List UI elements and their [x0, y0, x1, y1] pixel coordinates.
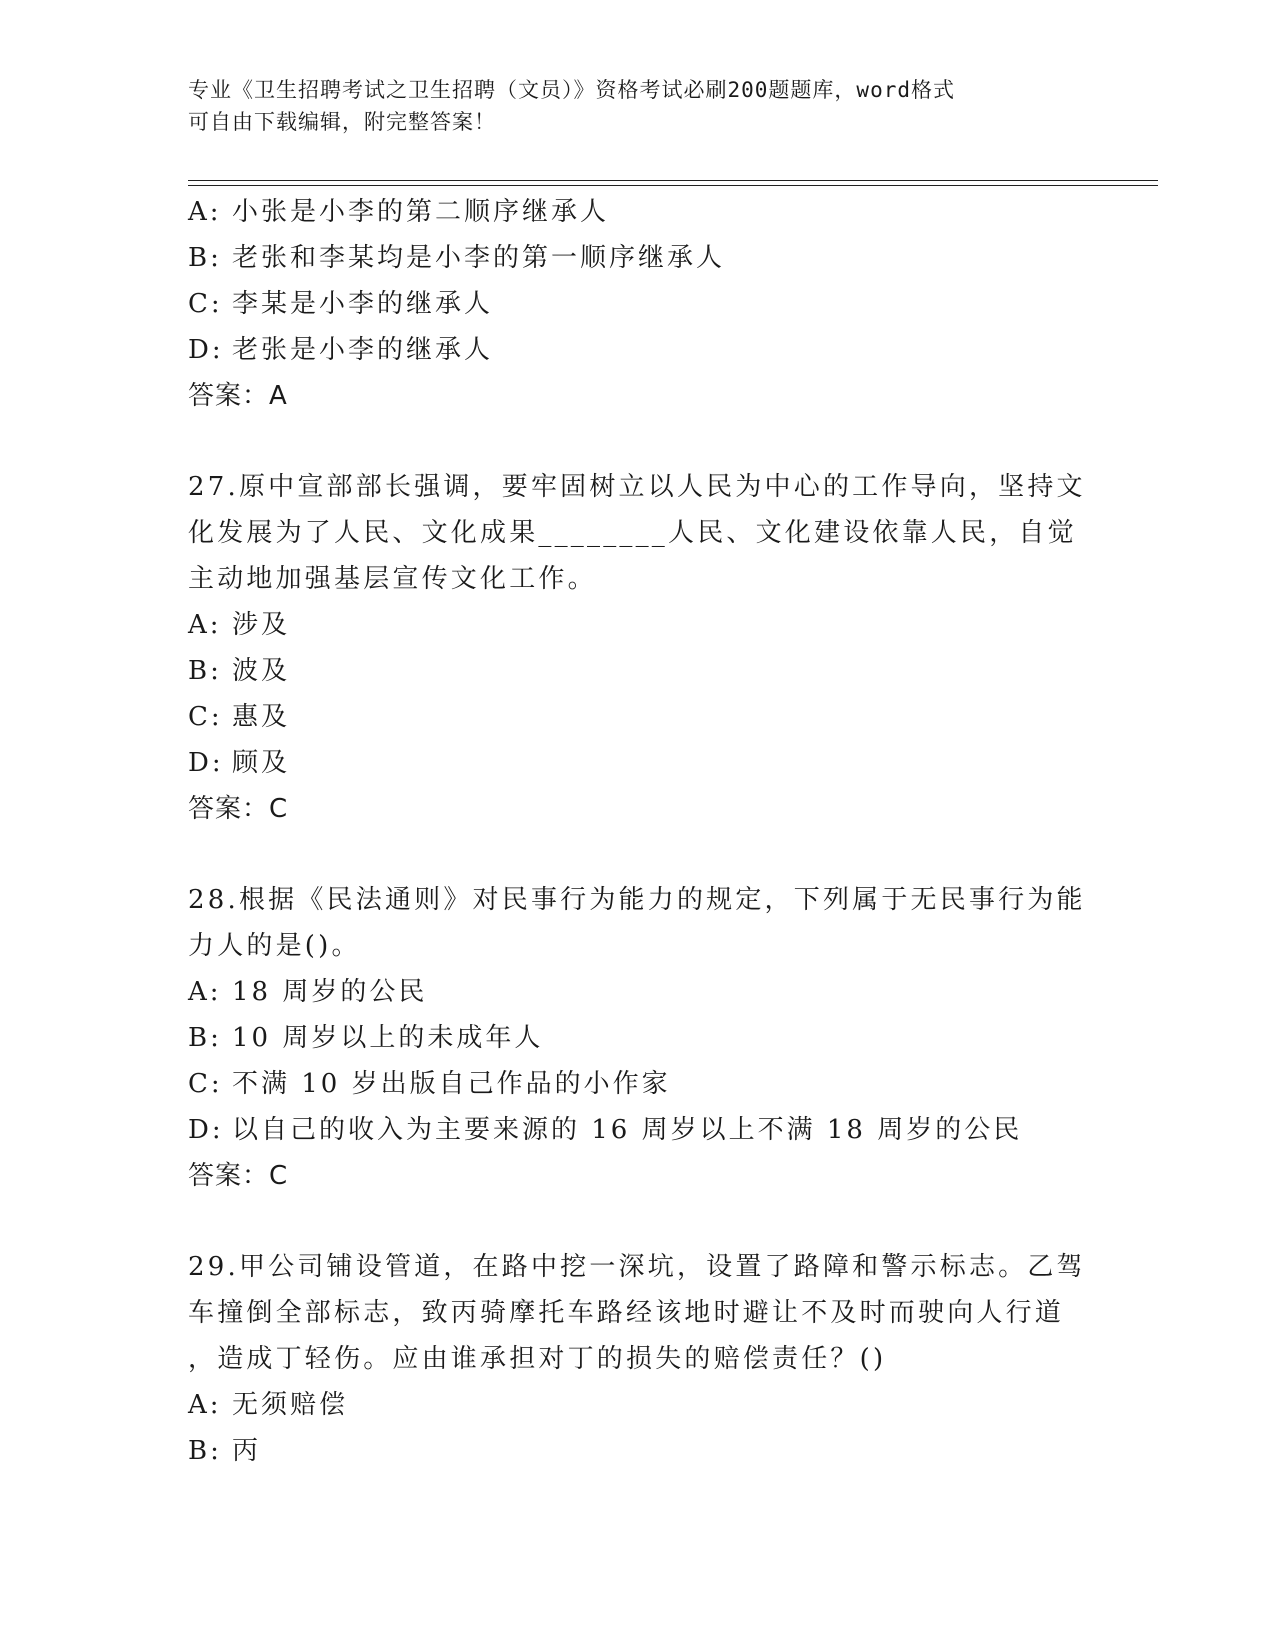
option-text: 涉及	[232, 610, 291, 640]
question-28-text	[188, 877, 1088, 969]
option-text: 以自己的收入为主要来源的 16 周岁以上不满 18 周岁的公民	[232, 1115, 1023, 1145]
option-b	[188, 1428, 1088, 1474]
spacer	[188, 1199, 1088, 1244]
option-text: 小张是小李的第二顺序继承人	[232, 197, 610, 227]
option-text: 10 周岁以上的未成年人	[232, 1023, 544, 1053]
question-27-text	[188, 464, 1088, 602]
option-d	[188, 327, 1088, 373]
option-label: D:	[188, 1115, 224, 1145]
question-content	[188, 189, 1088, 1474]
option-label: C:	[188, 289, 223, 319]
option-c	[188, 281, 1088, 327]
option-a	[188, 189, 1088, 235]
answer-26: 答案：A	[188, 381, 288, 411]
option-label: C:	[188, 702, 223, 732]
question-line: ，造成丁轻伤。应由谁承担对丁的损失的赔偿责任？()	[188, 1344, 887, 1374]
option-text: 李某是小李的继承人	[232, 289, 494, 319]
spacer	[188, 832, 1088, 877]
option-text: 不满 10 岁出版自己作品的小作家	[232, 1069, 671, 1099]
option-label: C:	[188, 1069, 223, 1099]
option-label: B:	[188, 1023, 222, 1053]
answer-28: 答案：C	[188, 1161, 289, 1191]
header-divider-top	[188, 180, 1158, 181]
option-a	[188, 1382, 1088, 1428]
option-b	[188, 1015, 1088, 1061]
option-text: 波及	[232, 656, 291, 686]
option-a	[188, 602, 1088, 648]
option-b	[188, 648, 1088, 694]
option-d	[188, 740, 1088, 786]
option-text: 惠及	[232, 702, 291, 732]
question-29-options	[188, 1382, 1088, 1474]
option-text: 顾及	[232, 748, 291, 778]
page-header	[188, 74, 1088, 138]
question-line: 27.原中宣部部长强调，要牢固树立以人民为中心的工作导向，坚持文	[188, 472, 1086, 502]
option-a	[188, 969, 1088, 1015]
option-text: 老张是小李的继承人	[232, 335, 494, 365]
option-text: 18 周岁的公民	[232, 977, 428, 1007]
option-d	[188, 1107, 1088, 1153]
question-27-options	[188, 602, 1088, 786]
option-text: 老张和李某均是小李的第一顺序继承人	[232, 243, 726, 273]
question-29-text	[188, 1244, 1088, 1382]
option-label: B:	[188, 1436, 222, 1466]
header-line-2: 可自由下载编辑，附完整答案！	[188, 110, 496, 134]
question-line: 力人的是()。	[188, 931, 361, 961]
spacer	[188, 419, 1088, 464]
answer-27: 答案：C	[188, 794, 289, 824]
option-text: 无须赔偿	[232, 1390, 349, 1420]
option-c	[188, 1061, 1088, 1107]
question-line: 车撞倒全部标志，致丙骑摩托车路经该地时避让不及时而驶向人行道	[188, 1298, 1065, 1328]
header-divider-bottom	[188, 185, 1158, 186]
question-line: 主动地加强基层宣传文化工作。	[188, 564, 597, 594]
question-28-options	[188, 969, 1088, 1153]
option-b	[188, 235, 1088, 281]
option-label: D:	[188, 335, 224, 365]
option-label: B:	[188, 656, 222, 686]
option-label: B:	[188, 243, 222, 273]
option-label: A:	[188, 977, 222, 1007]
option-label: A:	[188, 610, 222, 640]
option-c	[188, 694, 1088, 740]
option-text: 丙	[232, 1436, 262, 1466]
question-line: 28.根据《民法通则》对民事行为能力的规定，下列属于无民事行为能	[188, 885, 1086, 915]
option-label: D:	[188, 748, 224, 778]
question-line: 化发展为了人民、文化成果________人民、文化建设依靠人民，自觉	[188, 518, 1077, 548]
option-label: A:	[188, 1390, 222, 1420]
question-line: 29.甲公司铺设管道，在路中挖一深坑，设置了路障和警示标志。乙驾	[188, 1252, 1086, 1282]
question-26-options	[188, 189, 1088, 373]
option-label: A:	[188, 197, 222, 227]
header-line-1: 专业《卫生招聘考试之卫生招聘（文员）》资格考试必刷200题题库，word格式	[188, 78, 955, 102]
